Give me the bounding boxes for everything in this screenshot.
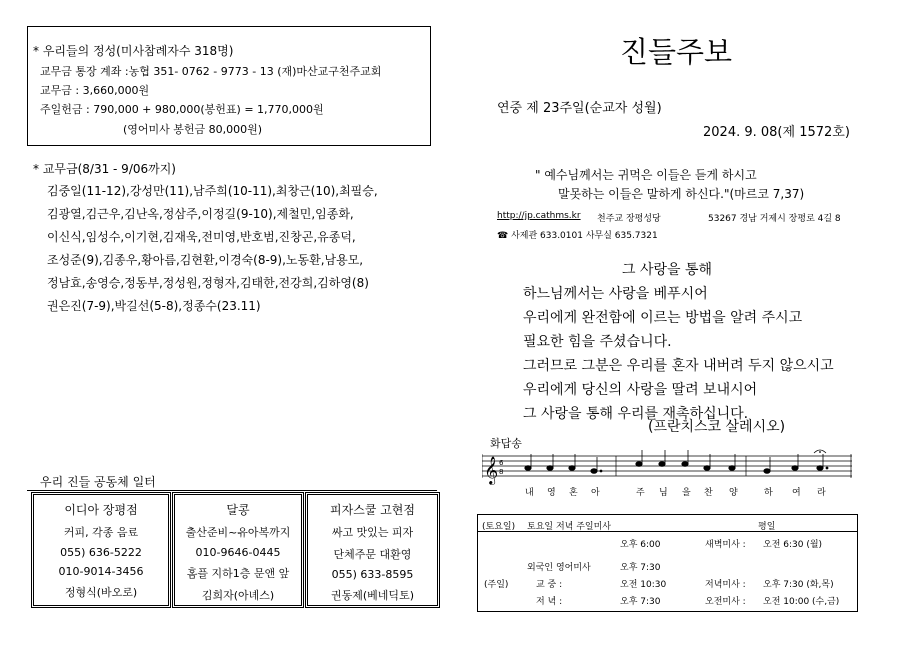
shop-name: 이디아 장평점 [64, 503, 138, 517]
offering-english: (영어미사 봉헌금 80,000원) [123, 123, 263, 136]
dues-line-5: 정남효,송영승,정동부,정성원,정형자,김태한,전강희,김하영(8) [47, 276, 369, 290]
shop-card-1 [31, 492, 171, 608]
offering-dues: 교무금 : 3,660,000원 [40, 84, 150, 97]
evening-mass-label: 저녁미사 : [705, 580, 746, 590]
parish-phone: ☎ 사제관 633.0101 사무실 635.7321 [497, 231, 658, 241]
shop-line: 싸고 맛있는 피자 [331, 526, 414, 539]
dues-line-2: 김광열,김근우,김난옥,정삼주,이정길(9-10),제철민,임종화, [47, 207, 354, 221]
parish-address: 53267 경남 거제시 장평로 4길 8 [708, 214, 841, 224]
shop-name: 달콩 [226, 503, 250, 517]
shop-card-2 [172, 492, 304, 608]
prayer-title: 그 사랑을 통해 [622, 262, 713, 278]
lyric-syllable: 여 [792, 488, 801, 498]
dawn-mass-time: 오전 6:30 (월) [763, 540, 823, 550]
offering-sunday: 주일헌금 : 790,000 + 980,000(봉헌표) = 1,770,000원 [40, 103, 324, 116]
night-mass-time: 오후 7:30 [620, 597, 661, 607]
psalm-label: 화답송 [490, 437, 522, 450]
issue-date: 2024. 9. 08(제 1572호) [703, 125, 850, 140]
foreign-mass-label: 외국인 영어미사 [527, 563, 591, 573]
parish-name: 천주교 장평성당 [597, 214, 661, 224]
treble-clef-icon: 𝄞 [484, 456, 499, 484]
sunday-label: (주일) [484, 580, 509, 590]
foreign-mass-time: 오후 7:30 [620, 563, 661, 573]
community-title: 우리 진들 공동체 일터 [40, 475, 156, 489]
night-mass-label: 저 녁 : [536, 597, 563, 607]
lyric-syllable: 님 [659, 488, 668, 498]
dues-line-4: 조성준(9),김종우,황아름,김현환,이경숙(8-9),노동환,남용모, [47, 253, 364, 267]
prayer-line-2: 우리에게 완전함에 이르는 방법을 알려 주시고 [523, 310, 803, 326]
psalm-lyrics [482, 485, 852, 497]
offering-account: 교무금 통장 계좌 :농협 351- 0762 - 9773 - 13 (재)마산교구천주교회 [40, 65, 382, 78]
dues-line-6: 권은진(7-9),박길선(5-8),정종수(23.11) [47, 299, 261, 313]
lyric-syllable: 찬 [704, 488, 713, 498]
lyric-syllable: 주 [636, 488, 645, 498]
shop-line: 055) 636-5222 [60, 546, 142, 559]
shop-name: 피자스쿨 고현점 [330, 503, 415, 517]
lyric-syllable: 을 [682, 488, 691, 498]
quote-line-2: 말못하는 이들은 말하게 하신다."(마르코 7,37) [558, 187, 805, 201]
lyric-syllable: 아 [591, 488, 600, 498]
prayer-line-1: 하느님께서는 사랑을 베푸시어 [523, 286, 708, 302]
sat-label: (토요일) [482, 522, 516, 532]
prayer-line-6: 그 사랑을 통해 우리를 재촉하십니다. [523, 406, 749, 422]
shop-line: 정형식(바오로) [64, 586, 138, 599]
lyric-syllable: 영 [547, 488, 556, 498]
morning-mass-time: 오전 10:00 (수,금) [763, 597, 840, 607]
offering-title: * 우리들의 정성(미사참례자수 318명) [33, 44, 234, 58]
svg-text:6: 6 [499, 459, 504, 467]
shop-line: 권동제(베네딕토) [331, 589, 414, 602]
shop-line: 단체주문 대환영 [333, 548, 412, 561]
lyric-syllable: 내 [525, 488, 534, 498]
evening-mass-time: 오후 7:30 (화,목) [763, 580, 834, 590]
sunday-name: 연중 제 23주일(순교자 성월) [497, 101, 662, 116]
svg-text:8: 8 [499, 468, 504, 476]
shop-line: 010-9646-0445 [195, 546, 281, 559]
prayer-line-4: 그러므로 그분은 우리를 혼자 내버려 두지 않으시고 [523, 358, 834, 374]
school-mass-label: 교 중 : [536, 580, 563, 590]
bulletin-title: 진들주보 [620, 35, 733, 69]
parish-url[interactable]: http://jp.cathms.kr [497, 211, 581, 221]
lyric-syllable: 혼 [569, 488, 578, 498]
shop-line: 010-9014-3456 [58, 565, 144, 578]
shop-line: 출산준비~유아복까지 [185, 526, 291, 539]
morning-mass-label: 오전미사 : [705, 597, 746, 607]
shop-line: 김희자(아녜스) [201, 589, 275, 602]
sat-mass-title: 토요일 저녁 주일미사 [527, 522, 611, 532]
sat-mass-time: 오후 6:00 [620, 540, 661, 550]
dues-line-1: 김중일(11-12),강성만(11),남주희(10-11),최창근(10),최필승, [47, 184, 378, 198]
shop-card-3 [305, 492, 440, 608]
dawn-mass-label: 새벽미사 : [705, 540, 746, 550]
shop-line: 커피, 각종 음료 [63, 526, 139, 539]
lyric-syllable: 라 [817, 488, 826, 498]
shop-line: 055) 633-8595 [331, 568, 414, 581]
lyric-syllable: 하 [764, 488, 773, 498]
community-underline [27, 490, 437, 491]
shop-line: 홈플 지하1층 문앤 앞 [186, 567, 290, 580]
lyric-syllable: 양 [729, 488, 738, 498]
dues-title: * 교무금(8/31 - 9/06까지) [33, 162, 176, 176]
prayer-author: (프란치스코 살레시오) [648, 419, 786, 435]
prayer-line-3: 필요한 힘을 주셨습니다. [523, 334, 672, 350]
school-mass-time: 오전 10:30 [620, 580, 667, 590]
weekday-label: 평일 [758, 522, 776, 532]
quote-line-1: " 예수님께서는 귀먹은 이들은 듣게 하시고 [535, 168, 757, 182]
prayer-line-5: 우리에게 당신의 사랑을 딸려 보내시어 [523, 382, 758, 398]
dues-line-3: 이신식,임성수,이기현,김재욱,전미영,반호범,진창곤,유종덕, [47, 230, 356, 244]
